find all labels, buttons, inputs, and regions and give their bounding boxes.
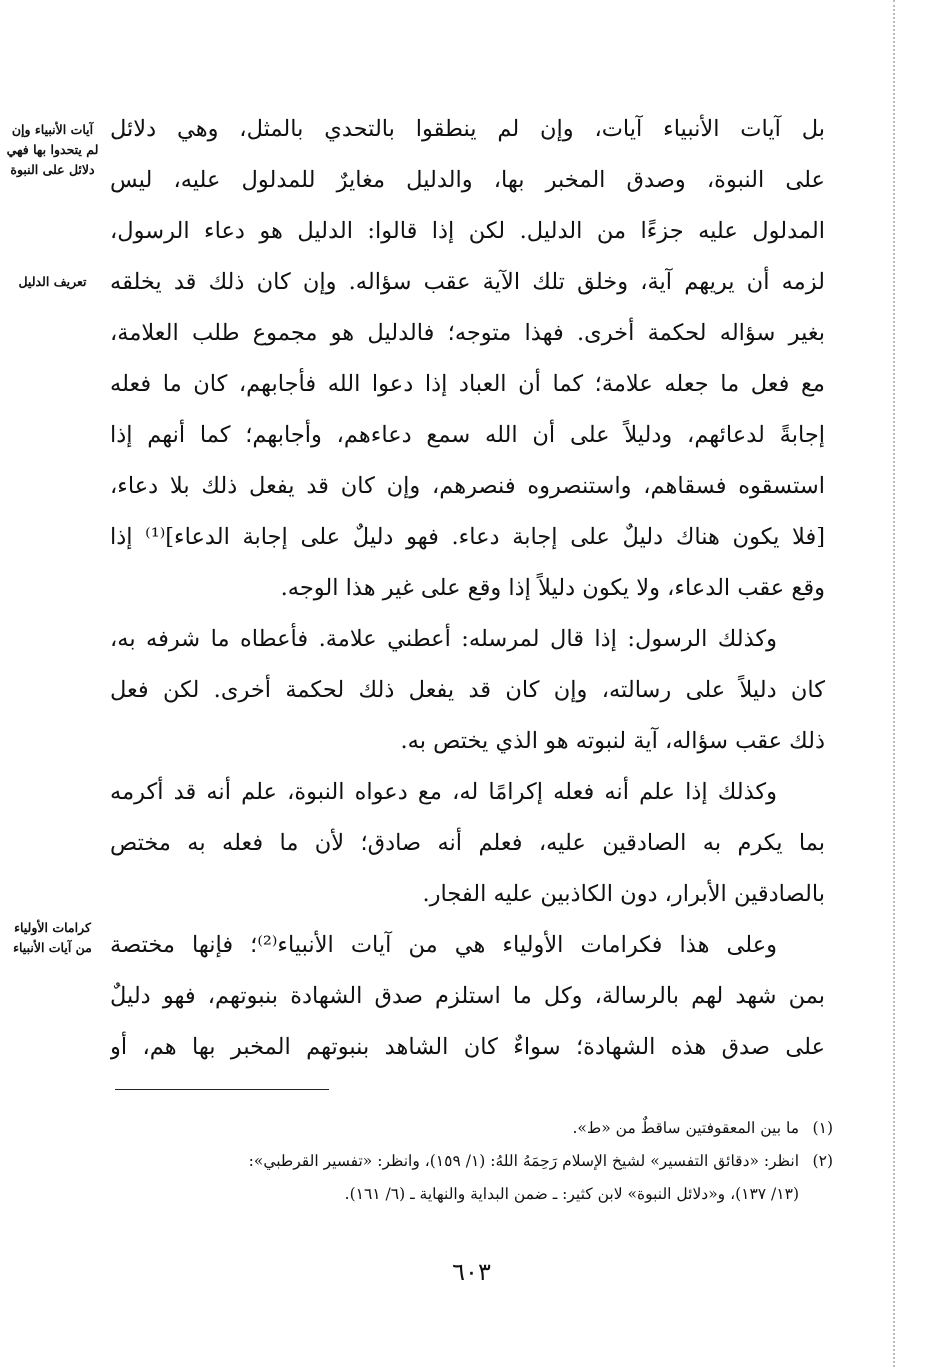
margin-note-saints-miracles	[0, 918, 105, 958]
text-line: وكذلك إذا علم أنه فعله إكرامًا له، مع دعواه النبوة، علم أنه قد أكرمه	[110, 779, 777, 805]
page-edge-dotted-line	[893, 0, 895, 1367]
text-line: بما يكرم به الصادقين عليه، فعلم أنه صادق؛ لأن ما فعله به مختص	[110, 830, 825, 856]
text-line: على صدق هذه الشهادة؛ سواءٌ كان الشاهد بنبوتهم المخبر بها هم، أو	[110, 1034, 825, 1060]
footnote-text: ما بين المعقوفتين ساقطٌ من «ط».	[572, 1119, 799, 1137]
body-text	[110, 104, 825, 1073]
text-line: وعلى هذا فكرامات الأولياء هي من آيات الأنبياء⁽²⁾؛ فإنها مختصة	[110, 932, 777, 958]
margin-note-prophets-signs	[0, 120, 105, 180]
footnote-2	[108, 1145, 833, 1178]
text-line: بمن شهد لهم بالرسالة، وكل ما استلزم صدق الشهادة بنبوتهم، فهو دليلٌ	[110, 983, 825, 1009]
footnote-separator	[115, 1089, 329, 1090]
margin-note-line: كرامات الأولياء	[14, 920, 91, 935]
footnote-text: انظر: «دقائق التفسير» لشيخ الإسلام رَحِمَهُ اللهُ: (١/ ١٥٩)، وانظر: «تفسير القرطبي»:	[248, 1152, 799, 1170]
paragraph	[110, 920, 825, 1073]
footnotes	[108, 1112, 833, 1211]
margin-note-line: دلائل على النبوة	[10, 162, 95, 177]
footnote-number: (١)	[812, 1119, 833, 1137]
text-line: على النبوة، وصدق المخبر بها، والدليل مغايرٌ للمدلول عليه، ليس	[110, 167, 825, 193]
text-line: المدلول عليه جزءًا من الدليل. لكن إذا قالوا: الدليل هو دعاء الرسول،	[110, 218, 825, 244]
text-line: إجابةً لدعائهم، ودليلاً على أن الله سمع دعاءهم، وأجابهم؛ كما أنهم إذا	[110, 422, 825, 448]
text-line: بغير سؤاله لحكمة أخرى. فهذا متوجه؛ فالدليل هو مجموع طلب العلامة،	[110, 320, 825, 346]
margin-note-line: من آيات الأنبياء	[13, 940, 92, 955]
margin-note-line: لم يتحدوا بها فهي	[6, 142, 99, 157]
text-line: كان دليلاً على رسالته، وإن كان قد يفعل ذلك لحكمة أخرى. لكن فعل	[110, 677, 825, 703]
text-line: [فلا يكون هناك دليلٌ على إجابة دعاء. فهو دليلٌ على إجابة الدعاء]⁽¹⁾ إذا	[110, 524, 825, 550]
footnote-number: (٢)	[812, 1152, 833, 1170]
margin-note-line: آيات الأنبياء وإن	[11, 122, 94, 137]
paragraph	[110, 767, 825, 920]
text-line: لزمه أن يريهم آية، وخلق تلك الآية عقب سؤاله. وإن كان ذلك قد يخلقه	[110, 269, 825, 295]
text-line: استسقوه فسقاهم، واستنصروه فنصرهم، وإن كان قد يفعل ذلك بلا دعاء،	[110, 473, 825, 499]
margin-note-definition-of-evidence	[0, 272, 105, 292]
text-line: ذلك عقب سؤاله، آية لنبوته هو الذي يختص به.	[400, 728, 825, 754]
text-line: بل آيات الأنبياء آيات، وإن لم ينطقوا بالتحدي بالمثل، وهي دلائل	[110, 116, 825, 142]
text-line: وكذلك الرسول: إذا قال لمرسله: أعطني علامة. فأعطاه ما شرفه به،	[110, 626, 777, 652]
page-number: ٦٠٣	[452, 1258, 491, 1286]
text-line: وقع عقب الدعاء، ولا يكون دليلاً إذا وقع على غير هذا الوجه.	[280, 575, 825, 601]
text-line: بالصادقين الأبرار، دون الكاذبين عليه الفجار.	[422, 881, 825, 907]
paragraph	[110, 614, 825, 767]
footnote-1	[108, 1112, 833, 1145]
text-line: مع فعل ما جعله علامة؛ كما أن العباد إذا دعوا الله فأجابهم، كان ما فعله	[110, 371, 825, 397]
footnote-text: (١٣/ ١٣٧)، و«دلائل النبوة» لابن كثير: ـ ضمن البداية والنهاية ـ (٦/ ١٦١).	[344, 1185, 799, 1203]
paragraph	[110, 104, 825, 614]
margin-note-line: تعريف الدليل	[18, 274, 87, 289]
footnote-2-continued	[108, 1178, 833, 1211]
